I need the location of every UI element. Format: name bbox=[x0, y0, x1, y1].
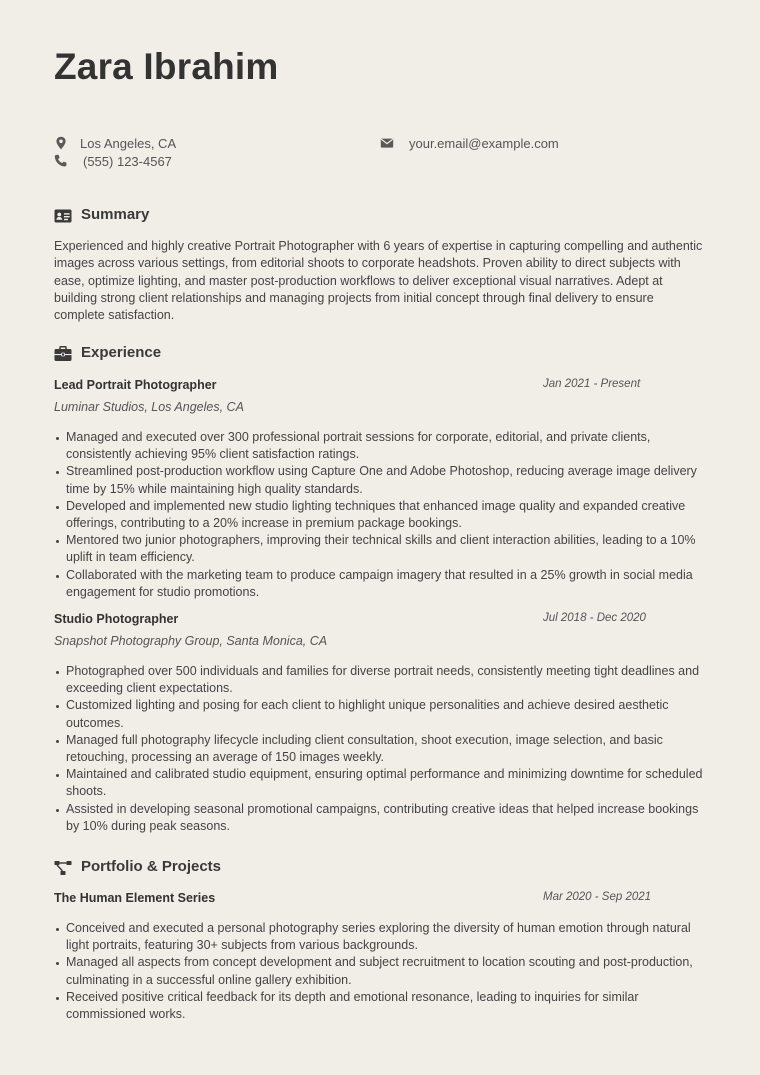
job-title: Lead Portrait Photographer bbox=[54, 378, 217, 392]
project-dates: Mar 2020 - Sep 2021 bbox=[543, 891, 652, 903]
bullet-item: Collaborated with the marketing team to produce campaign imagery that resulted in a 25% growth in social media engagement for studio promotions. bbox=[54, 567, 708, 601]
bullet-item: Received positive critical feedback for its depth and emotional resonance, leading to inquiries for similar commissioned works. bbox=[54, 989, 708, 1023]
phone-icon bbox=[54, 154, 68, 168]
candidate-name: Zara Ibrahim bbox=[54, 46, 279, 87]
bullet-item: Photographed over 500 individuals and families for diverse portrait needs, consistently meeting tight deadlines and exceeding client expectations. bbox=[54, 663, 708, 697]
project-title: The Human Element Series bbox=[54, 891, 216, 905]
job-organization: Snapshot Photography Group, Santa Monica, CA bbox=[54, 634, 328, 648]
bullet-item: Customized lighting and posing for each client to highlight unique personalities and achieve desired aesthetic outcomes. bbox=[54, 697, 708, 731]
project-bullets bbox=[54, 920, 708, 1023]
job-organization: Luminar Studios, Los Angeles, CA bbox=[54, 400, 244, 414]
job-bullets bbox=[54, 429, 708, 601]
bullet-item: Managed all aspects from concept development and subject recruitment to location scouting and post-production, culminating in a successful online gallery exhibition. bbox=[54, 954, 708, 988]
bullet-item: Streamlined post-production workflow using Capture One and Adobe Photoshop, reducing average image delivery time by 15% while maintaining high quality standards. bbox=[54, 463, 708, 497]
briefcase-icon bbox=[54, 346, 72, 362]
bullet-item: Managed full photography lifecycle including client consultation, shoot execution, image selection, and basic retouching, processing an average of 150 images weekly. bbox=[54, 732, 708, 766]
job-title: Studio Photographer bbox=[54, 612, 179, 626]
job-bullets bbox=[54, 663, 708, 835]
job-dates: Jan 2021 - Present bbox=[543, 378, 641, 390]
job-dates: Jul 2018 - Dec 2020 bbox=[543, 612, 646, 624]
bullet-item: Managed and executed over 300 professional portrait sessions for corporate, editorial, and private clients, consistently achieving 95% client satisfaction ratings. bbox=[54, 429, 708, 463]
envelope-icon bbox=[380, 136, 394, 150]
bullet-item: Maintained and calibrated studio equipment, ensuring optimal performance and minimizing downtime for scheduled shoots. bbox=[54, 766, 708, 800]
experience-title: Experience bbox=[81, 344, 162, 361]
project-diagram-icon bbox=[54, 860, 72, 876]
bullet-item: Assisted in developing seasonal promotional campaigns, contributing creative ideas that helped increase bookings by 10% during peak seasons. bbox=[54, 801, 708, 835]
bullet-item: Mentored two junior photographers, improving their technical skills and client interaction abilities, leading to a 10% uplift in team efficiency. bbox=[54, 532, 708, 566]
phone-text: (555) 123-4567 bbox=[83, 154, 172, 169]
portfolio-title: Portfolio & Projects bbox=[81, 858, 222, 875]
email-text[interactable]: your.email@example.com bbox=[409, 136, 559, 151]
bullet-item: Developed and implemented new studio lighting techniques that enhanced image quality and expanded creative offerings, contributing to a 20% increase in premium package bookings. bbox=[54, 498, 708, 532]
location-text: Los Angeles, CA bbox=[80, 136, 177, 151]
location-pin-icon bbox=[54, 136, 68, 150]
bullet-item: Conceived and executed a personal photography series exploring the diversity of human emotion through natural light portraits, featuring 30+ subjects from various backgrounds. bbox=[54, 920, 708, 954]
summary-text: Experienced and highly creative Portrait Photographer with 6 years of expertise in capturing compelling and authentic images across various settings, from editorial shoots to corporate headshots. Proven ability to direct subjects with ease, optimize lighting, and master post-production workflows to deliver exceptional visual narratives. Adept at building strong client relationships and managing projects from initial concept through final delivery to ensure complete satisfaction. bbox=[54, 239, 703, 323]
summary-title: Summary bbox=[81, 206, 150, 223]
id-card-icon bbox=[54, 208, 72, 224]
